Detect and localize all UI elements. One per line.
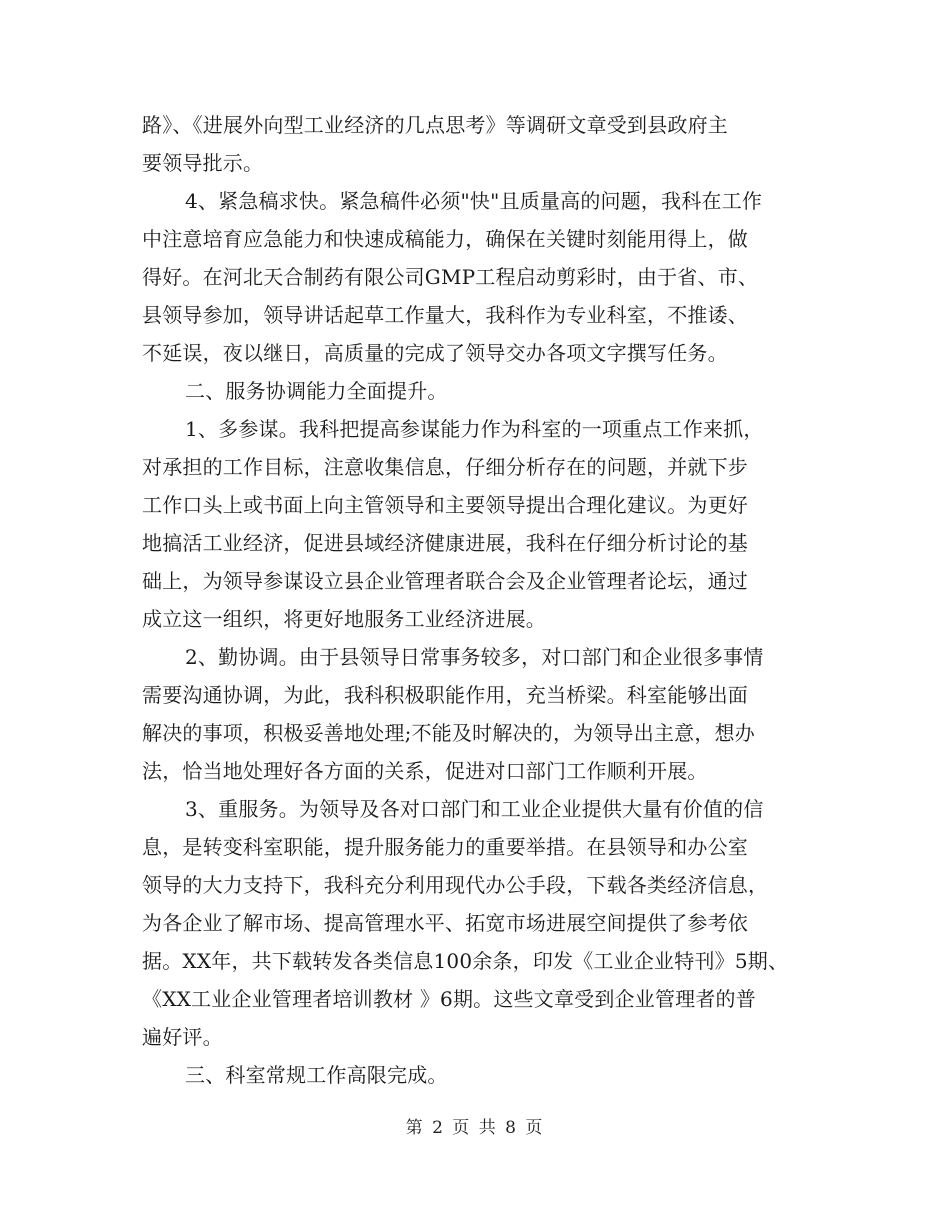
text-line: 不延误，夜以继日，高质量的完成了领导交办各项文字撰写任务。 <box>142 341 728 365</box>
text-line: 础上，为领导参谋设立县企业管理者联合会及企业管理者论坛，通过 <box>142 569 748 593</box>
text-line: 为各企业了解市场、提高管理水平、拓宽市场进展空间提供了参考依 <box>142 911 748 935</box>
text-line: 4、紧急稿求快。紧急稿件必须"快"且质量高的问题，我科在工作 <box>185 189 763 213</box>
text-line: 解决的事项，积极妥善地处理;不能及时解决的，为领导出主意，想办 <box>142 721 755 745</box>
text-line: 法，恰当地处理好各方面的关系，促进对口部门工作顺利开展。 <box>142 759 708 783</box>
section-heading: 二、服务协调能力全面提升。 <box>185 379 448 403</box>
text-line: 对承担的工作目标，注意收集信息，仔细分析存在的问题，并就下步 <box>142 455 748 479</box>
text-line: 3、重服务。为领导及各对口部门和工业企业提供大量有价值的信 <box>185 797 764 821</box>
document-body <box>142 106 822 1094</box>
text-line: 得好。在河北天合制药有限公司GMP工程启动剪彩时，由于省、市、 <box>142 265 759 289</box>
text-line: 成立这一组织，将更好地服务工业经济进展。 <box>142 607 546 631</box>
section-heading: 三、科室常规工作高限完成。 <box>185 1063 448 1087</box>
text-line: 《XX工业企业管理者培训教材 》6期。这些文章受到企业管理者的普 <box>142 987 756 1011</box>
text-line: 地搞活工业经济，促进县域经济健康进展，我科在仔细分析讨论的基 <box>142 531 748 555</box>
text-line: 路》、《进展外向型工业经济的几点思考》等调研文章受到县政府主 <box>142 113 728 137</box>
text-line: 1、多参谋。我科把提高参谋能力作为科室的一项重点工作来抓， <box>185 417 764 441</box>
text-line: 据。XX年，共下载转发各类信息100余条，印发《工业企业特刊》5期、 <box>142 949 789 973</box>
text-line: 需要沟通协调，为此，我科积极职能作用，充当桥梁。科室能够出面 <box>142 683 748 707</box>
text-line: 遍好评。 <box>142 1025 223 1049</box>
text-line: 息，是转变科室职能，提升服务能力的重要举措。在县领导和办公室 <box>142 835 748 859</box>
text-line: 工作口头上或书面上向主管领导和主要领导提出合理化建议。为更好 <box>142 493 748 517</box>
text-line: 中注意培育应急能力和快速成稿能力，确保在关键时刻能用得上，做 <box>142 227 748 251</box>
text-line: 领导的大力支持下，我科充分利用现代办公手段，下载各类经济信息， <box>142 873 769 897</box>
text-line: 要领导批示。 <box>142 151 264 175</box>
page-number-footer: 第 2 页 共 8 页 <box>405 1118 545 1138</box>
text-line: 县领导参加，领导讲话起草工作量大，我科作为专业科室，不推诿、 <box>142 303 748 327</box>
text-line: 2、勤协调。由于县领导日常事务较多，对口部门和企业很多事情 <box>185 645 764 669</box>
